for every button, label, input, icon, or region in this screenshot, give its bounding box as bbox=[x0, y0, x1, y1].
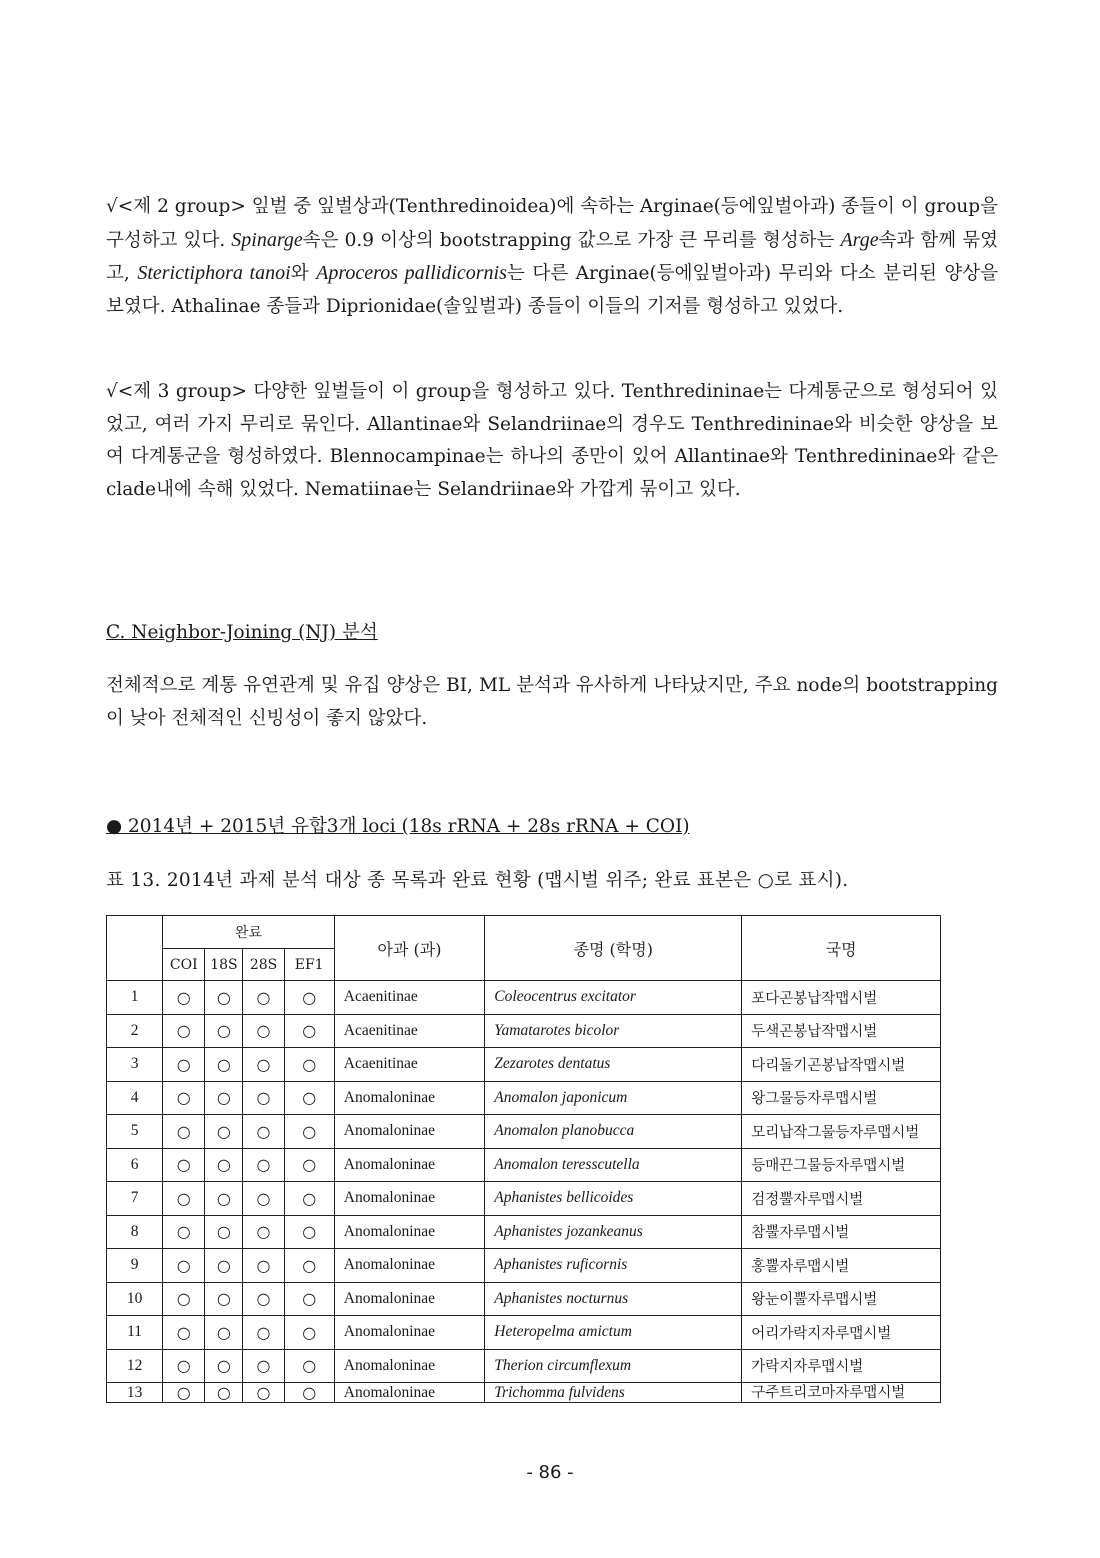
completion-mark: ○ bbox=[284, 981, 334, 1015]
completion-mark: ○ bbox=[284, 1282, 334, 1316]
paragraph-nj-summary: 전체적으로 계통 유연관계 및 유집 양상은 BI, ML 분석과 유사하게 나타났지만, 주요 node의 bootstrapping이 낮아 전체적인 신빙성이 좋지 않았다. bbox=[106, 675, 998, 729]
species-name: Sterictiphora tanoi bbox=[137, 262, 291, 284]
table-row bbox=[107, 1316, 941, 1350]
korean-name-cell: 홍뿔자루맵시벌 bbox=[742, 1249, 941, 1283]
completion-mark: ○ bbox=[163, 1048, 205, 1082]
korean-name-cell: 구주트리코마자루맵시벌 bbox=[742, 1383, 941, 1403]
genus-name: Arge bbox=[840, 228, 879, 251]
completion-mark: ○ bbox=[243, 1014, 284, 1048]
completion-mark: ○ bbox=[243, 1081, 284, 1115]
header-korean-name: 국명 bbox=[742, 916, 941, 981]
subfamily-cell: Acaenitinae bbox=[334, 1014, 485, 1048]
species-cell: Anomalon japonicum bbox=[485, 1081, 742, 1115]
row-number: 13 bbox=[107, 1383, 163, 1403]
row-number: 1 bbox=[107, 981, 163, 1015]
completion-mark: ○ bbox=[284, 1182, 334, 1216]
subfamily-cell: Anomaloninae bbox=[334, 1349, 485, 1383]
row-number: 3 bbox=[107, 1048, 163, 1082]
table-row bbox=[107, 1081, 941, 1115]
completion-mark: ○ bbox=[243, 981, 284, 1015]
completion-mark: ○ bbox=[205, 1182, 243, 1216]
subfamily-cell: Acaenitinae bbox=[334, 1048, 485, 1082]
species-cell: Zezarotes dentatus bbox=[485, 1048, 742, 1082]
species-cell: Aphanistes nocturnus bbox=[485, 1282, 742, 1316]
table-row bbox=[107, 1115, 941, 1149]
species-cell: Coleocentrus excitator bbox=[485, 981, 742, 1015]
header-species: 종명 (학명) bbox=[485, 916, 742, 981]
species-cell: Aphanistes bellicoides bbox=[485, 1182, 742, 1216]
completion-mark: ○ bbox=[284, 1316, 334, 1350]
korean-name-cell: 참뿔자루맵시벌 bbox=[742, 1215, 941, 1249]
page-number: - 86 - bbox=[526, 1462, 574, 1483]
completion-mark: ○ bbox=[163, 1081, 205, 1115]
table-row bbox=[107, 1282, 941, 1316]
subfamily-cell: Anomaloninae bbox=[334, 1316, 485, 1350]
row-number: 4 bbox=[107, 1081, 163, 1115]
header-18s: 18S bbox=[205, 949, 243, 981]
table-row bbox=[107, 1182, 941, 1216]
completion-mark: ○ bbox=[205, 1115, 243, 1149]
genus-name: Spinarge bbox=[231, 228, 303, 251]
row-number: 10 bbox=[107, 1282, 163, 1316]
completion-mark: ○ bbox=[243, 1349, 284, 1383]
completion-mark: ○ bbox=[205, 1148, 243, 1182]
completion-mark: ○ bbox=[205, 1014, 243, 1048]
section-heading-nj: C. Neighbor-Joining (NJ) 분석 bbox=[106, 622, 378, 643]
species-cell: Heteropelma amictum bbox=[485, 1316, 742, 1350]
completion-mark: ○ bbox=[284, 1048, 334, 1082]
completion-mark: ○ bbox=[163, 981, 205, 1015]
completion-mark: ○ bbox=[284, 1349, 334, 1383]
table-row bbox=[107, 1383, 941, 1403]
completion-mark: ○ bbox=[205, 981, 243, 1015]
korean-name-cell: 가락지자루맵시벌 bbox=[742, 1349, 941, 1383]
table-row bbox=[107, 1014, 941, 1048]
completion-mark: ○ bbox=[163, 1215, 205, 1249]
species-cell: Aphanistes ruficornis bbox=[485, 1249, 742, 1283]
species-cell: Yamatarotes bicolor bbox=[485, 1014, 742, 1048]
completion-mark: ○ bbox=[163, 1383, 205, 1403]
species-cell: Therion circumflexum bbox=[485, 1349, 742, 1383]
completion-mark: ○ bbox=[243, 1148, 284, 1182]
korean-name-cell: 다리돌기곤봉납작맵시벌 bbox=[742, 1048, 941, 1082]
row-number: 2 bbox=[107, 1014, 163, 1048]
completion-mark: ○ bbox=[284, 1148, 334, 1182]
table-row bbox=[107, 1048, 941, 1082]
korean-name-cell: 왕눈이뿔자루맵시벌 bbox=[742, 1282, 941, 1316]
completion-mark: ○ bbox=[284, 1383, 334, 1403]
header-28s: 28S bbox=[243, 949, 284, 981]
species-cell: Anomalon teresscutella bbox=[485, 1148, 742, 1182]
species-table bbox=[106, 915, 941, 1403]
completion-mark: ○ bbox=[163, 1349, 205, 1383]
completion-mark: ○ bbox=[163, 1182, 205, 1216]
korean-name-cell: 어리가락지자루맵시벌 bbox=[742, 1316, 941, 1350]
table-header-row bbox=[107, 916, 941, 949]
subfamily-cell: Anomaloninae bbox=[334, 1148, 485, 1182]
row-number: 11 bbox=[107, 1316, 163, 1350]
completion-mark: ○ bbox=[163, 1115, 205, 1149]
subfamily-cell: Anomaloninae bbox=[334, 1249, 485, 1283]
species-cell: Aphanistes jozankeanus bbox=[485, 1215, 742, 1249]
header-ef1: EF1 bbox=[284, 949, 334, 981]
completion-mark: ○ bbox=[284, 1249, 334, 1283]
completion-mark: ○ bbox=[243, 1316, 284, 1350]
table-row bbox=[107, 1249, 941, 1283]
completion-mark: ○ bbox=[205, 1383, 243, 1403]
completion-mark: ○ bbox=[284, 1081, 334, 1115]
subfamily-cell: Anomaloninae bbox=[334, 1383, 485, 1403]
completion-mark: ○ bbox=[163, 1282, 205, 1316]
completion-mark: ○ bbox=[163, 1148, 205, 1182]
subfamily-cell: Acaenitinae bbox=[334, 981, 485, 1015]
completion-mark: ○ bbox=[205, 1316, 243, 1350]
row-number: 7 bbox=[107, 1182, 163, 1216]
completion-mark: ○ bbox=[284, 1115, 334, 1149]
completion-mark: ○ bbox=[243, 1249, 284, 1283]
completion-mark: ○ bbox=[163, 1316, 205, 1350]
completion-mark: ○ bbox=[243, 1282, 284, 1316]
species-name: Aproceros pallidicornis bbox=[316, 262, 507, 284]
completion-mark: ○ bbox=[284, 1215, 334, 1249]
completion-mark: ○ bbox=[163, 1014, 205, 1048]
completion-mark: ○ bbox=[205, 1249, 243, 1283]
korean-name-cell: 모리납작그물등자루맵시벌 bbox=[742, 1115, 941, 1149]
korean-name-cell: 두색곤봉납작맵시벌 bbox=[742, 1014, 941, 1048]
bullet-heading-loci: ● 2014년 + 2015년 유합3개 loci (18s rRNA + 28s rRNA + COI) bbox=[106, 816, 690, 837]
korean-name-cell: 등매끈그물등자루맵시벌 bbox=[742, 1148, 941, 1182]
row-number: 12 bbox=[107, 1349, 163, 1383]
header-coi: COI bbox=[163, 949, 205, 981]
completion-mark: ○ bbox=[243, 1115, 284, 1149]
row-number: 6 bbox=[107, 1148, 163, 1182]
completion-mark: ○ bbox=[163, 1249, 205, 1283]
completion-mark: ○ bbox=[243, 1215, 284, 1249]
table-row bbox=[107, 981, 941, 1015]
species-cell: Anomalon planobucca bbox=[485, 1115, 742, 1149]
subfamily-cell: Anomaloninae bbox=[334, 1081, 485, 1115]
korean-name-cell: 포다곤봉납작맵시벌 bbox=[742, 981, 941, 1015]
completion-mark: ○ bbox=[243, 1383, 284, 1403]
korean-name-cell: 왕그물등자루맵시벌 bbox=[742, 1081, 941, 1115]
row-number: 9 bbox=[107, 1249, 163, 1283]
subfamily-cell: Anomaloninae bbox=[334, 1215, 485, 1249]
header-done: 완료 bbox=[163, 916, 335, 949]
table-row bbox=[107, 1349, 941, 1383]
subfamily-cell: Anomaloninae bbox=[334, 1115, 485, 1149]
completion-mark: ○ bbox=[205, 1081, 243, 1115]
subfamily-cell: Anomaloninae bbox=[334, 1282, 485, 1316]
table-caption: 표 13. 2014년 과제 분석 대상 종 목록과 완료 현황 (맵시벌 위주; 완료 표본은 ○로 표시). bbox=[106, 870, 849, 891]
header-family: 아과 (과) bbox=[334, 916, 485, 981]
completion-mark: ○ bbox=[243, 1048, 284, 1082]
subfamily-cell: Anomaloninae bbox=[334, 1182, 485, 1216]
row-number: 8 bbox=[107, 1215, 163, 1249]
header-number bbox=[107, 916, 163, 981]
completion-mark: ○ bbox=[243, 1182, 284, 1216]
row-number: 5 bbox=[107, 1115, 163, 1149]
table-row bbox=[107, 1148, 941, 1182]
paragraph-group-2: √<제 2 group> 잎벌 중 잎벌상과(Tenthredinoidea)에 속하는 Arginae(등에잎벌아과) 종들이 이 group을 구성하고 있다. Spinarge속은 0.9 이상의 bootstrapping 값으로 가장 큰 무리를 형성하는 Arge속과 함께 묶였고, Sterictiphora tanoi와 Aproceros pallidicornis는 다른 Arginae(등에잎벌아과) 무리와 다소 분리된 양상을 보였다. Athalinae 종들과 Diprionidae(솔잎벌과) 종들이 이들의 기저를 형성하고 있었다. bbox=[106, 196, 999, 317]
completion-mark: ○ bbox=[205, 1215, 243, 1249]
species-cell: Trichomma fulvidens bbox=[485, 1383, 742, 1403]
table-row bbox=[107, 1215, 941, 1249]
korean-name-cell: 검정뿔자루맵시벌 bbox=[742, 1182, 941, 1216]
table-body bbox=[107, 981, 941, 1403]
completion-mark: ○ bbox=[205, 1349, 243, 1383]
completion-mark: ○ bbox=[205, 1282, 243, 1316]
completion-mark: ○ bbox=[205, 1048, 243, 1082]
paragraph-group-3: √<제 3 group> 다양한 잎벌들이 이 group을 형성하고 있다. Tenthredininae는 다계통군으로 형성되어 있었고, 여러 가지 무리로 묶인다. Allantinae와 Selandriinae의 경우도 Tenthredininae와 비슷한 양상을 보여 다계통군을 형성하였다. Blennocampinae는 하나의 종만이 있어 Allantinae와 Tenthredininae와 같은 clade내에 속해 있었다. Nematiinae는 Selandriinae와 가깝게 묶이고 있다. bbox=[106, 381, 998, 500]
completion-mark: ○ bbox=[284, 1014, 334, 1048]
